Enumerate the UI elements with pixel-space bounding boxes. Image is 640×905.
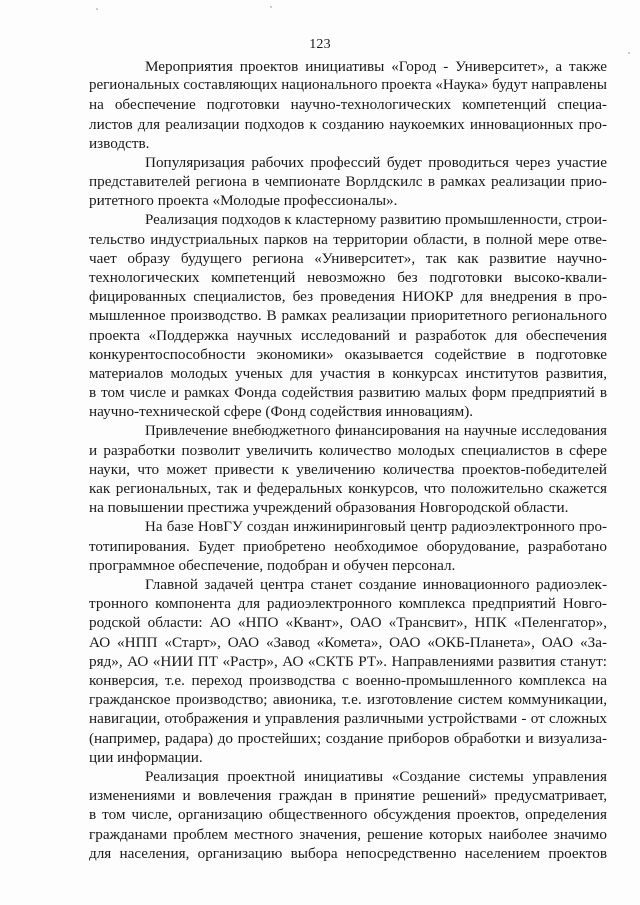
text-line: Реализация подходов к кластерному развитию промышленности, строи- — [145, 211, 607, 228]
text-line: для населения, организацию выбора непосредственно населением проектов — [89, 844, 607, 862]
paragraph — [89, 153, 607, 211]
paragraph — [89, 422, 607, 518]
text-line: Главной задачей центра станет создание инновационного радиоэлек- — [145, 576, 607, 594]
text-line: в том числе и рамках Фонда содействия развитию малых форм предприятий в — [89, 384, 607, 402]
text-line: тотипирования. Будет приобретено необходимое оборудование, разработано — [89, 537, 607, 555]
scan-speck — [270, 6, 272, 8]
text-line: технологических компетенций невозможно без подготовки высоко-квали- — [89, 269, 607, 287]
text-line: гражданами проблем местного значения, решение которых наиболее значимо — [89, 825, 607, 843]
paragraph — [89, 211, 607, 422]
text-line: (например, радара) до простейших; создание приборов обработки и визуализа- — [89, 729, 607, 747]
scan-speck — [96, 8, 98, 10]
text-line: материалов молодых ученых для участия в конкурсах институтов развития, — [89, 365, 607, 382]
text-line: в том числе, организацию общественного обсуждения проектов, определения — [89, 806, 607, 824]
page-number: 123 — [309, 37, 331, 52]
text-line: науки, что может привести к увеличению количества проектов-победителей — [89, 460, 607, 478]
text-line: на обеспечение подготовки научно-технологических компетенций специа- — [89, 96, 607, 114]
text-line: ритетного проекта «Молодые профессионалы». — [89, 192, 398, 210]
text-line: навигации, отображения и управления различными устройствами - от сложных — [89, 710, 607, 728]
text-line: ции информации. — [89, 748, 203, 766]
text-line: изводств. — [89, 134, 150, 152]
text-line: на повышении престижа учреждений образования Новгородской области. — [89, 499, 569, 517]
text-line: Привлечение внебюджетного финансирования на научные исследования — [145, 422, 607, 439]
text-line: Популяризация рабочих профессий будет проводиться через участие — [145, 153, 607, 171]
text-line: ряд», АО «НИИ ПТ «Растр», АО «СКТБ РТ». Направлениями развития станут: — [89, 652, 607, 670]
text-line: мышленное производство. В рамках реализации приоритетного регионального — [89, 307, 607, 325]
text-line: тельство индустриальных парков на территории области, в полной мере отве- — [89, 230, 607, 248]
text-line: Мероприятия проектов инициативы «Город - Университет», а также — [145, 58, 607, 75]
paragraph — [89, 57, 607, 153]
text-line: представителей региона в чемпионате Ворлдскилс в рамках реализации прио- — [89, 173, 607, 191]
text-line: региональных составляющих национального проекта «Наука» будут направлены — [89, 77, 607, 94]
text-line: как региональных, так и федеральных конкурсов, что положительно скажется — [89, 480, 607, 498]
text-line: тронного компонента для радиоэлектронного комплекса предприятий Новго- — [89, 595, 607, 613]
paragraph — [89, 575, 607, 767]
text-line: и разработки позволит увеличить количество молодых специалистов в сфере — [89, 441, 607, 459]
text-line: родской области: АО «НПО «Квант», ОАО «Трансвит», НПК «Пеленгатор», — [89, 614, 607, 632]
document-body — [89, 57, 607, 863]
text-line: конверсия, т.е. переход производства с военно-промышленного комплекса на — [89, 672, 607, 689]
text-line: программное обеспечение, подобран и обучен персонал. — [89, 556, 456, 574]
text-line: АО «НПП «Старт», ОАО «Завод «Комета», ОАО «ОКБ-Планета», ОАО «За- — [89, 633, 607, 651]
text-line: проекта «Поддержка научных исследований и разработок для обеспечения — [89, 326, 607, 344]
text-line: листов для реализации подходов к созданию наукоемких инновационных про- — [89, 115, 607, 133]
paragraph — [89, 518, 607, 576]
text-line: конкурентоспособности экономики» оказывается содействие в подготовке — [89, 345, 607, 363]
text-line: фицированных специалистов, без проведения НИОКР для внедрения в про- — [89, 288, 607, 306]
text-line: Реализация проектной инициативы «Создание системы управления — [145, 767, 607, 785]
text-line: научно-технической сфере (Фонд содействия инновациям). — [89, 403, 474, 421]
paragraph — [89, 767, 607, 863]
text-line: На базе НовГУ создан инжиниринговый центр радиоэлектронного про- — [145, 518, 607, 535]
text-line: гражданское производство; авионика, т.е. изготовление систем коммуникации, — [89, 691, 607, 709]
text-line: изменениями и вовлечения граждан в принятие решений» предусматривает, — [89, 787, 607, 805]
text-line: чает образу будущего региона «Университет», так как развитие научно- — [89, 249, 607, 267]
